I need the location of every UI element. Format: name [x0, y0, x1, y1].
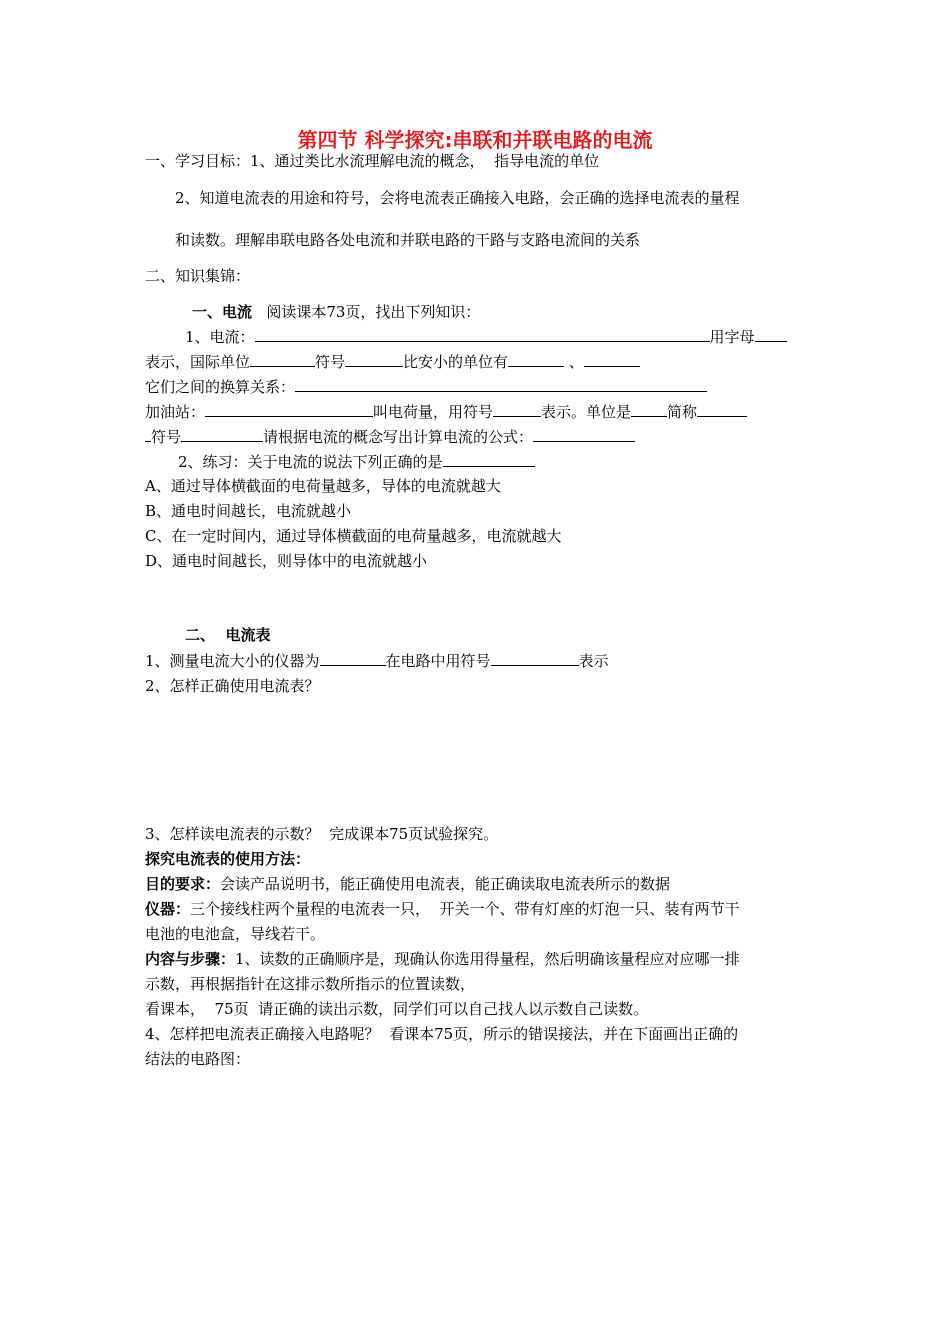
- option-a: A、通过导体横截面的电荷量越多，导体的电流就越大: [145, 477, 501, 495]
- q1-smaller-unit-text: 比安小的单位有: [403, 353, 509, 371]
- objectives-line-2: 2、知道电流表的用途和符号，会将电流表正确接入电路，会正确的选择电流表的量程: [175, 189, 740, 207]
- goal-text: 会读产品说明书，能正确使用电流表，能正确读取电流表所示的数据: [220, 875, 671, 893]
- ammeter-heading: 二、 电流表: [185, 626, 271, 644]
- current-q2-line: [178, 451, 535, 472]
- blank-smaller-unit-2[interactable]: [584, 351, 640, 367]
- current-q1-line5: [145, 426, 635, 447]
- option-c: C、在一定时间内，通过导体横截面的电荷量越多，电流就越大: [145, 527, 562, 545]
- q1-symbol2-text: 符号: [151, 428, 182, 446]
- option-d: D、通电时间越长，则导体中的电流就越小: [145, 552, 428, 570]
- steps-line-2: 示数，再根据指针在这排示数所指示的位置读数，: [145, 975, 476, 993]
- q1-formula-text: 请根据电流的概念写出计算电流的公式：: [263, 428, 534, 446]
- q1-letter-text: 用字母: [709, 328, 755, 346]
- objectives-line-1: 一、学习目标：1、通过类比水流理解电流的概念， 指导电流的单位: [145, 152, 600, 170]
- goal-line: [145, 874, 670, 894]
- blank-smaller-unit-1[interactable]: [508, 351, 564, 367]
- blank-charge-abbrev[interactable]: [697, 401, 747, 417]
- section-heading-knowledge: 二、知识集锦：: [145, 267, 251, 285]
- current-q1-line2: [145, 351, 640, 372]
- q1-abbrev-text: 简称: [667, 403, 698, 421]
- ammeter-represent-text: 表示: [578, 652, 609, 670]
- blank-charge-unit-symbol[interactable]: [181, 426, 263, 442]
- current-q1-line3: [145, 376, 707, 397]
- ammeter-q3: 3、怎样读电流表的示数？ 完成课本75页试验探究。: [145, 825, 499, 843]
- blank-charge-unit[interactable]: [631, 401, 667, 417]
- instrument-line-2: 电池的电池盒，导线若干。: [145, 925, 326, 943]
- steps-label: 内容与步骤：: [145, 950, 236, 968]
- ammeter-q1-text: 1、测量电流大小的仪器为: [145, 652, 320, 670]
- q1-label: 1、电流：: [185, 328, 255, 346]
- ammeter-symbol-text: 在电路中用符号: [385, 652, 491, 670]
- instrument-line-1: [145, 899, 740, 919]
- ammeter-q4-line-2: 结法的电路图：: [145, 1050, 251, 1068]
- current-q1-line1: [185, 326, 787, 347]
- current-heading-note: 阅读课本73页，找出下列知识：: [266, 303, 481, 321]
- instrument-label: 仪器：: [145, 900, 191, 918]
- blank-current-definition[interactable]: [255, 326, 710, 342]
- current-heading: 一、电流: [192, 303, 253, 321]
- q1-conversion-text: 它们之间的换算关系：: [145, 378, 296, 396]
- blank-charge-symbol[interactable]: [493, 401, 541, 417]
- steps-text: 1、读数的正确顺序是，现确认你选用得量程，然后明确该量程应对应哪一排: [235, 950, 740, 968]
- goal-label: 目的要求：: [145, 875, 221, 893]
- blank-unit-symbol[interactable]: [345, 351, 403, 367]
- blank-ammeter-symbol[interactable]: [491, 650, 579, 666]
- q1-unit-is-text: 表示。单位是: [541, 403, 632, 421]
- steps-line-3: 看课本， 75页 请正确的读出示数，同学们可以自己找人以示数自己读数。: [145, 1000, 649, 1018]
- instrument-text: 三个接线柱两个量程的电流表一只， 开关一个、带有灯座的灯泡一只、装有两节干: [190, 900, 740, 918]
- q1-unit-text: 表示，国际单位: [145, 353, 251, 371]
- blank-si-unit[interactable]: [250, 351, 315, 367]
- blank-charge-definition[interactable]: [205, 401, 373, 417]
- steps-line-1: [145, 949, 740, 969]
- current-heading-line: [192, 302, 480, 322]
- q1-separator: 、: [568, 353, 584, 371]
- explore-heading: 探究电流表的使用方法：: [145, 850, 311, 868]
- blank-current-formula[interactable]: [533, 426, 635, 442]
- current-q1-line4: [145, 401, 747, 422]
- blank-conversion[interactable]: [295, 376, 707, 392]
- ammeter-q4-line-1: 4、怎样把电流表正确接入电路呢？ 看课本75页，所示的错误接法，并在下面画出正确的: [145, 1025, 739, 1043]
- q2-text: 2、练习：关于电流的说法下列正确的是: [178, 453, 443, 471]
- option-b: B、通电时间越长，电流就越小: [145, 502, 352, 520]
- ammeter-q2: 2、怎样正确使用电流表？: [145, 677, 320, 695]
- blank-instrument[interactable]: [320, 650, 386, 666]
- blank-q2-answer[interactable]: [443, 451, 535, 467]
- ammeter-q1-line: [145, 650, 609, 671]
- q1-symbol-text: 符号: [315, 353, 346, 371]
- objectives-line-3: 和读数。理解串联电路各处电流和并联电路的干路与支路电流间的关系: [175, 231, 641, 249]
- q1-charge-text: 叫电荷量，用符号: [373, 403, 494, 421]
- blank-current-letter[interactable]: [755, 326, 787, 342]
- page-title: 第四节 科学探究:串联和并联电路的电流: [297, 128, 653, 152]
- q1-station-label: 加油站：: [145, 403, 206, 421]
